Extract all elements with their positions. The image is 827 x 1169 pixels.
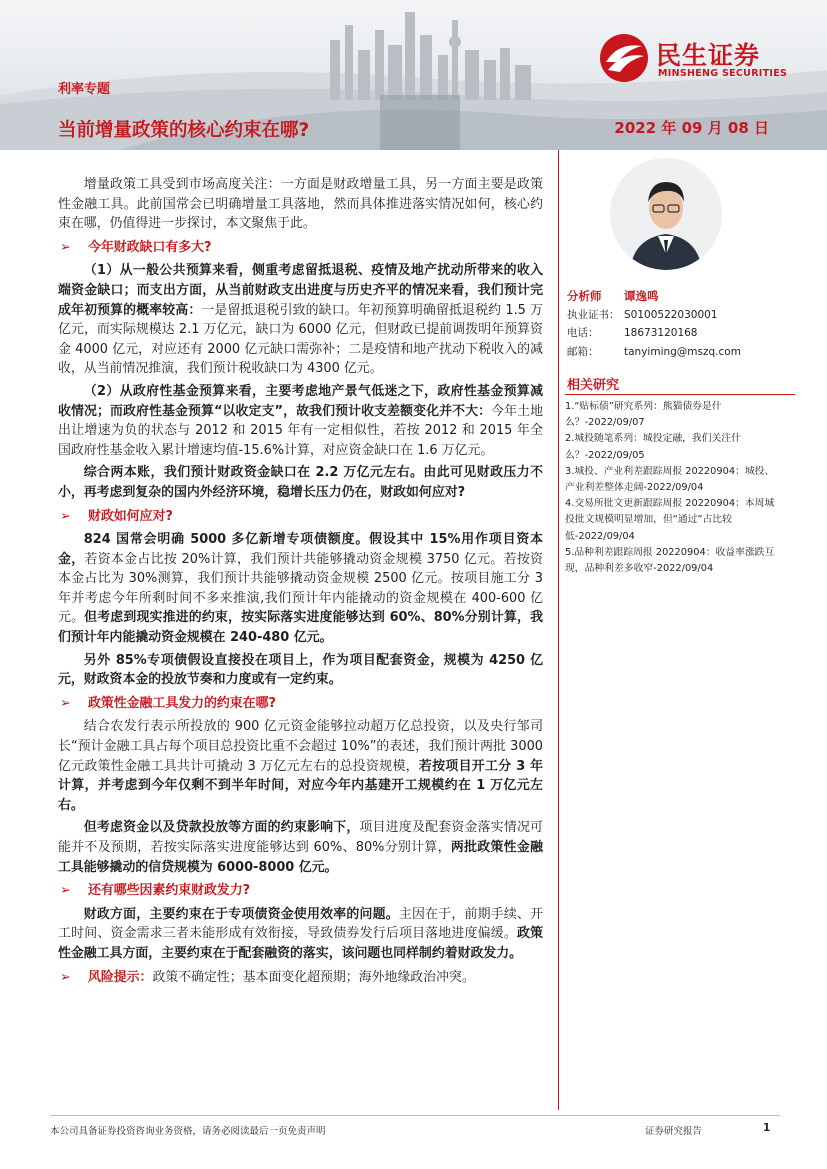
minsheng-logo (598, 32, 808, 84)
analyst-photo (610, 158, 722, 270)
phone-label: 电话： (567, 327, 599, 339)
section-title: 财政如何应对? (88, 508, 173, 524)
bold-text: 但考虑到现实推进的约束，按实际落实进度能够达到 60%、80%分别计算，我们预计年内能撬动资金规模在 240-480 亿元。 (58, 610, 543, 646)
text: 若资本金占比按 20%计算，我们预计共能够撬动资金规模 3750 亿元。若按资本金占比为 30%测算，我们预计共能够撬动资金规模 2500 亿元。按项目施工分 3 年并考虑今年所剩时间不多来推演,我们预计年内能撬动的资金规模在 400-600 亿元。 (58, 551, 544, 626)
analyst-name-row (567, 287, 741, 306)
arrow-icon: ➢ (60, 508, 71, 524)
analyst-name: 谭逸鸣 (624, 289, 659, 303)
text: 今年土地出让增速为负的状态与 2012 和 2015 年有一定相似性，若按 2012 和 2015 年全国政府性基金收入累计增速均值-15.6%计算，对应资金缺口在 1.6 万亿元。 (58, 403, 543, 458)
related-divider (565, 394, 795, 395)
paragraph (58, 261, 543, 379)
page-number: 1 (763, 1122, 771, 1134)
related-item[interactable]: 5.品种利差跟踪周报 20220904：收益率涨跌互现，品种利差多收窄-2022/09/04 (565, 546, 775, 575)
arrow-icon: ➢ (60, 883, 71, 899)
paragraph (58, 651, 543, 690)
main-content (58, 175, 543, 987)
report-category: 利率专题 (58, 82, 111, 97)
related-item[interactable]: 4.交易所批文更新跟踪周报 20220904：本周城投批文规模明显增加，但“通过”占比较低-2022/09/04 (565, 498, 775, 542)
footer-divider (50, 1115, 780, 1116)
bold-text: 两批政策性金融工具能够撬动的信贷规模为 6000-8000 亿元。 (58, 840, 544, 875)
analyst-email-row (567, 343, 741, 362)
paragraph (58, 905, 543, 964)
text: 主因在于，前期手续、开工时间、资金需求三者未能形成有效衔接，导致债券发行后项目落地进度偏缓。 (58, 906, 544, 942)
bold-text: 财政方面，主要约束在于专项债资金使用效率的问题。 (83, 906, 399, 922)
risk-warning (58, 968, 543, 988)
paragraph (58, 717, 543, 815)
related-research-title: 相关研究 (567, 378, 620, 393)
related-item[interactable]: 2.城投随笔系列：城投定融，我们关注什么？-2022/09/05 (565, 433, 741, 461)
analyst-info (567, 287, 741, 361)
column-divider (558, 150, 559, 1110)
paragraph (58, 463, 543, 502)
related-item[interactable]: 1.“贴标债”研究系列：熊猫债券是什么？-2022/09/07 (565, 401, 722, 429)
analyst-phone-row (567, 324, 741, 343)
text: 一是留抵退税引致的缺口。年初预算明确留抵退税约 1.5 万亿元，而实际规模达 2.1 万亿元，缺口为 6000 亿元，但财政已提前调拨明年预算资金 4000 亿元，对应还有 2000 亿元缺口需弥补；二是疫情和地产扰动下税收入的减收，从当前情况推演，我们预计税收缺口为 4300 亿元。 (58, 302, 544, 377)
text: 项目进度及配套资金落实情况可能并不及预期，若按实际落实进度能够达到 60%、80%分别计算， (58, 820, 544, 855)
analyst-cert-row (567, 306, 741, 325)
bold-text: （1）从一般公共预算来看，侧重考虑留抵退税、疫情及地产扰动所带来的收入端资金缺口；而支出方面，从当前财政支出进度与历史齐平的情况来看，我们预计完成年初预算的概率较高： (58, 263, 543, 318)
analyst-portrait (610, 158, 722, 270)
related-item[interactable]: 3.城投、产业利差跟踪周报 20220904：城投、产业利差整体走阔-2022/09/04 (565, 465, 775, 494)
footer-disclaimer: 本公司具备证券投资咨询业务资格，请务必阅读最后一页免责声明 (50, 1126, 326, 1137)
header-banner (0, 0, 827, 150)
paragraph (58, 530, 543, 648)
arrow-icon: ➢ (60, 695, 71, 711)
section-heading (58, 881, 543, 901)
bold-text: 若按项目开工分 3 年计算，并考虑到今年仅剩不到半年时间，对应今年内基建开工规模约在 1 万亿元左右。 (58, 758, 543, 813)
analyst-role: 分析师 (567, 289, 602, 303)
bold-text: 824 国常会明确 5000 多亿新增专项债额度。假设其中 15%用作项目资本金， (58, 532, 543, 567)
paragraph (58, 818, 543, 877)
arrow-icon: ➢ (60, 239, 71, 255)
text: 结合农发行表示所投放的 900 亿元资金能够拉动超万亿总投资，以及央行邹司长“预计金融工具占每个项目总投资比重不会超过 10%”的表述，我们预计两批 3000 亿元政策性金融工具共计可撬动 3 万亿元左右的总投资规模， (58, 719, 543, 774)
bold-text: 另外 85%专项债假设直接投在项目上，作为项目配套资金，规模为 4250 亿元，财政资本金的投放节奏和力度或有一定约束。 (58, 652, 543, 688)
cert-label: 执业证书： (567, 308, 620, 321)
section-heading (58, 507, 543, 527)
email-label: 邮箱： (567, 345, 599, 358)
intro-paragraph: 增量政策工具受到市场高度关注：一方面是财政增量工具，另一方面主要是政策性金融工具。此前国常会已明确增量工具落地，然而具体推进落实情况如何，核心约束在哪，仍值得进一步探讨，本文聚焦于此。 (58, 177, 543, 232)
risk-label: 风险提示： (88, 969, 153, 985)
minsheng-logo-icon (598, 32, 650, 84)
section-title: 今年财政缺口有多大? (88, 239, 212, 255)
section-title: 政策性金融工具发力的约束在哪? (88, 695, 276, 711)
logo-english: MINSHENG SECURITIES (658, 68, 788, 79)
arrow-icon: ➢ (60, 969, 71, 985)
risk-text: 政策不确定性；基本面变化超预期；海外地缘政治冲突。 (152, 969, 475, 985)
footer-report-type: 证券研究报告 (645, 1126, 703, 1137)
email-value[interactable]: tanyiming@mszq.com (624, 345, 741, 358)
report-date: 2022 年 09 月 08 日 (614, 119, 769, 137)
logo-chinese: 民生证券 (656, 41, 761, 70)
section-heading (58, 694, 543, 714)
phone-value: 18673120168 (624, 327, 698, 339)
bold-text: 政策性金融工具方面，主要约束在于配套融资的落实，该问题也同样制约着财政发力。 (58, 926, 544, 961)
bold-text: （2）从政府性基金预算来看，主要考虑地产景气低迷之下，政府性基金预算减收情况；而政府性基金预算“以收定支”，故我们预计收支差额变化并不大： (58, 383, 543, 419)
related-research-list (565, 399, 777, 577)
report-title: 当前增量政策的核心约束在哪? (58, 120, 310, 141)
bold-text: 综合两本账，我们预计财政资金缺口在 2.2 万亿元左右。由此可见财政压力不小，再考虑到复杂的国内外经济环境，稳增长压力仍在，财政如何应对? (58, 465, 543, 500)
section-title: 还有哪些因素约束财政发力? (88, 883, 251, 899)
bold-text: 但考虑资金以及贷款投放等方面的约束影响下， (83, 820, 360, 836)
section-heading (58, 238, 543, 258)
paragraph (58, 382, 543, 460)
cert-value: S0100522030001 (624, 308, 718, 321)
